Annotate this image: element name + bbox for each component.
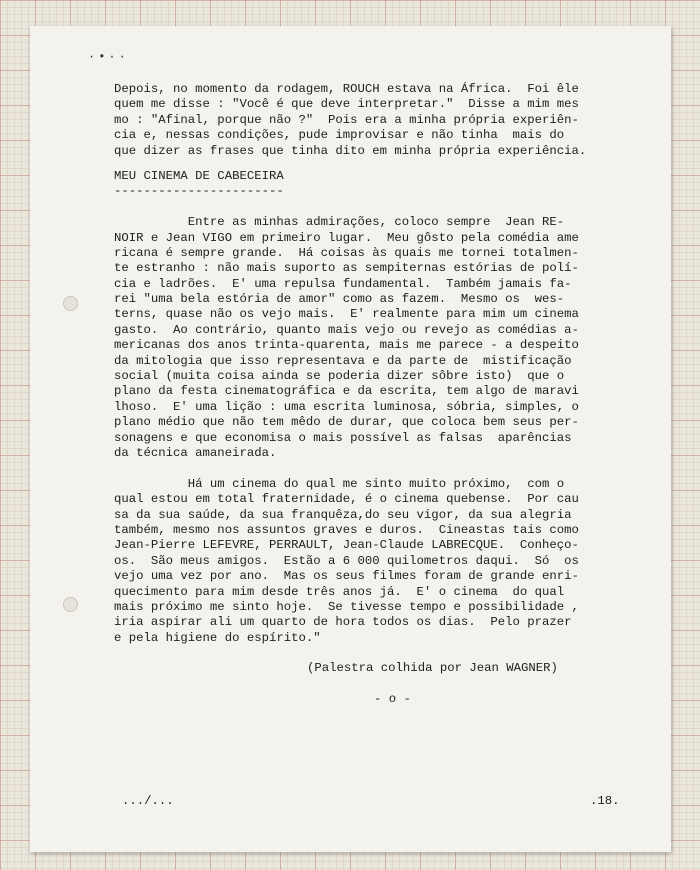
continuation-mark: .../... [122,794,174,808]
text-line: NOIR e Jean VIGO em primeiro lugar. Meu gôsto pela comédia ame [114,230,579,245]
text-line: ricana é sempre grande. Há coisas às quais me tornei totalmen- [114,245,579,260]
text-line: iria aspirar ali um quarto de hora todos os dias. Pelo prazer [114,615,572,630]
text-line: quecimento para mim desde três anos já. E' o cinema do qual [114,584,565,599]
text-line: terns, quase não os vejo mais. E' realmente para mim um cinema [114,307,579,322]
text-line: cia e, nessas condições, pude improvisar e não tinha mais do [114,128,565,143]
page-number: .18. [590,794,620,808]
text-line: vejo uma vez por ano. Mas os seus filmes foram de grande enri- [114,569,579,584]
paragraph-2 [114,215,659,461]
ink-specks: ·•·· [88,50,129,64]
paragraph-1 [114,82,659,159]
text-line: da mitologia que isso representava e da parte de mistificação [114,353,572,368]
punch-hole-bottom [63,597,78,612]
text-line: rei "uma bela estória de amor" como as fazem. Mesmo os wes- [114,292,565,307]
text-line: também, mesmo nos assuntos graves e duros. Cineastas tais como [114,522,579,537]
text-line: plano médio que não tem mêdo de durar, que coloca bem seus per- [114,415,579,430]
text-line: lhoso. E' uma lição : uma escrita luminosa, sóbria, simples, o [114,399,579,414]
text-line: Há um cinema do qual me sinto muito próximo, com o [114,476,565,491]
text-line: cia e ladrões. E' uma repulsa fundamental. Também jamais fa- [114,276,572,291]
text-line: Depois, no momento da rodagem, ROUCH estava na África. Foi êle [114,82,579,96]
separator: - o - [374,692,411,707]
text-line: os. São meus amigos. Estão a 6 000 quilometros daqui. Só os [114,553,579,568]
text-line: Jean-Pierre LEFEVRE, PERRAULT, Jean-Claude LABRECQUE. Conheço- [114,538,579,553]
punch-hole-top [63,296,78,311]
text-line: gasto. Ao contrário, quanto mais vejo ou revejo as comédias a- [114,322,579,337]
paragraph-3 [114,477,659,646]
text-line: da técnica amaneirada. [114,445,277,460]
text-line: e pela higiene do espírito." [114,630,321,645]
text-line: qual estou em total fraternidade, é o cinema quebense. Por cau [114,492,579,507]
text-line: que dizer as frases que tinha dito em minha própria experiência. [114,143,587,158]
section-title: MEU CINEMA DE CABECEIRA [114,168,284,183]
text-line: plano da festa cinematográfica e da escrita, tem algo de maravi [114,384,579,399]
text-line: sonagens e que economisa o mais possível as falsas aparências [114,430,572,445]
text-line: sa da sua saúde, da sua franquêza,do seu vigor, da sua alegria [114,507,572,522]
document-page [30,26,671,852]
credit-line: (Palestra colhida por Jean WAGNER) [307,661,558,676]
text-line: mericanas dos anos trinta-quarenta, mais me parece - a despeito [114,338,579,353]
text-line: mais próximo me sinto hoje. Se tivesse tempo e possibilidade , [114,599,579,614]
section-underline: ----------------------- [114,184,284,199]
body-text [114,82,659,708]
text-line: mo : "Afinal, porque não ?" Pois era a minha própria experiên- [114,112,579,127]
text-line: te estranho : não mais suporto as sempiternas estórias de polí- [114,261,579,276]
text-line: social (muita coisa ainda se poderia dizer sôbre isto) que o [114,369,565,384]
text-line: quem me disse : "Você é que deve interpretar." Disse a mim mes [114,97,579,112]
text-line: Entre as minhas admirações, coloco sempre Jean RE- [114,215,565,230]
